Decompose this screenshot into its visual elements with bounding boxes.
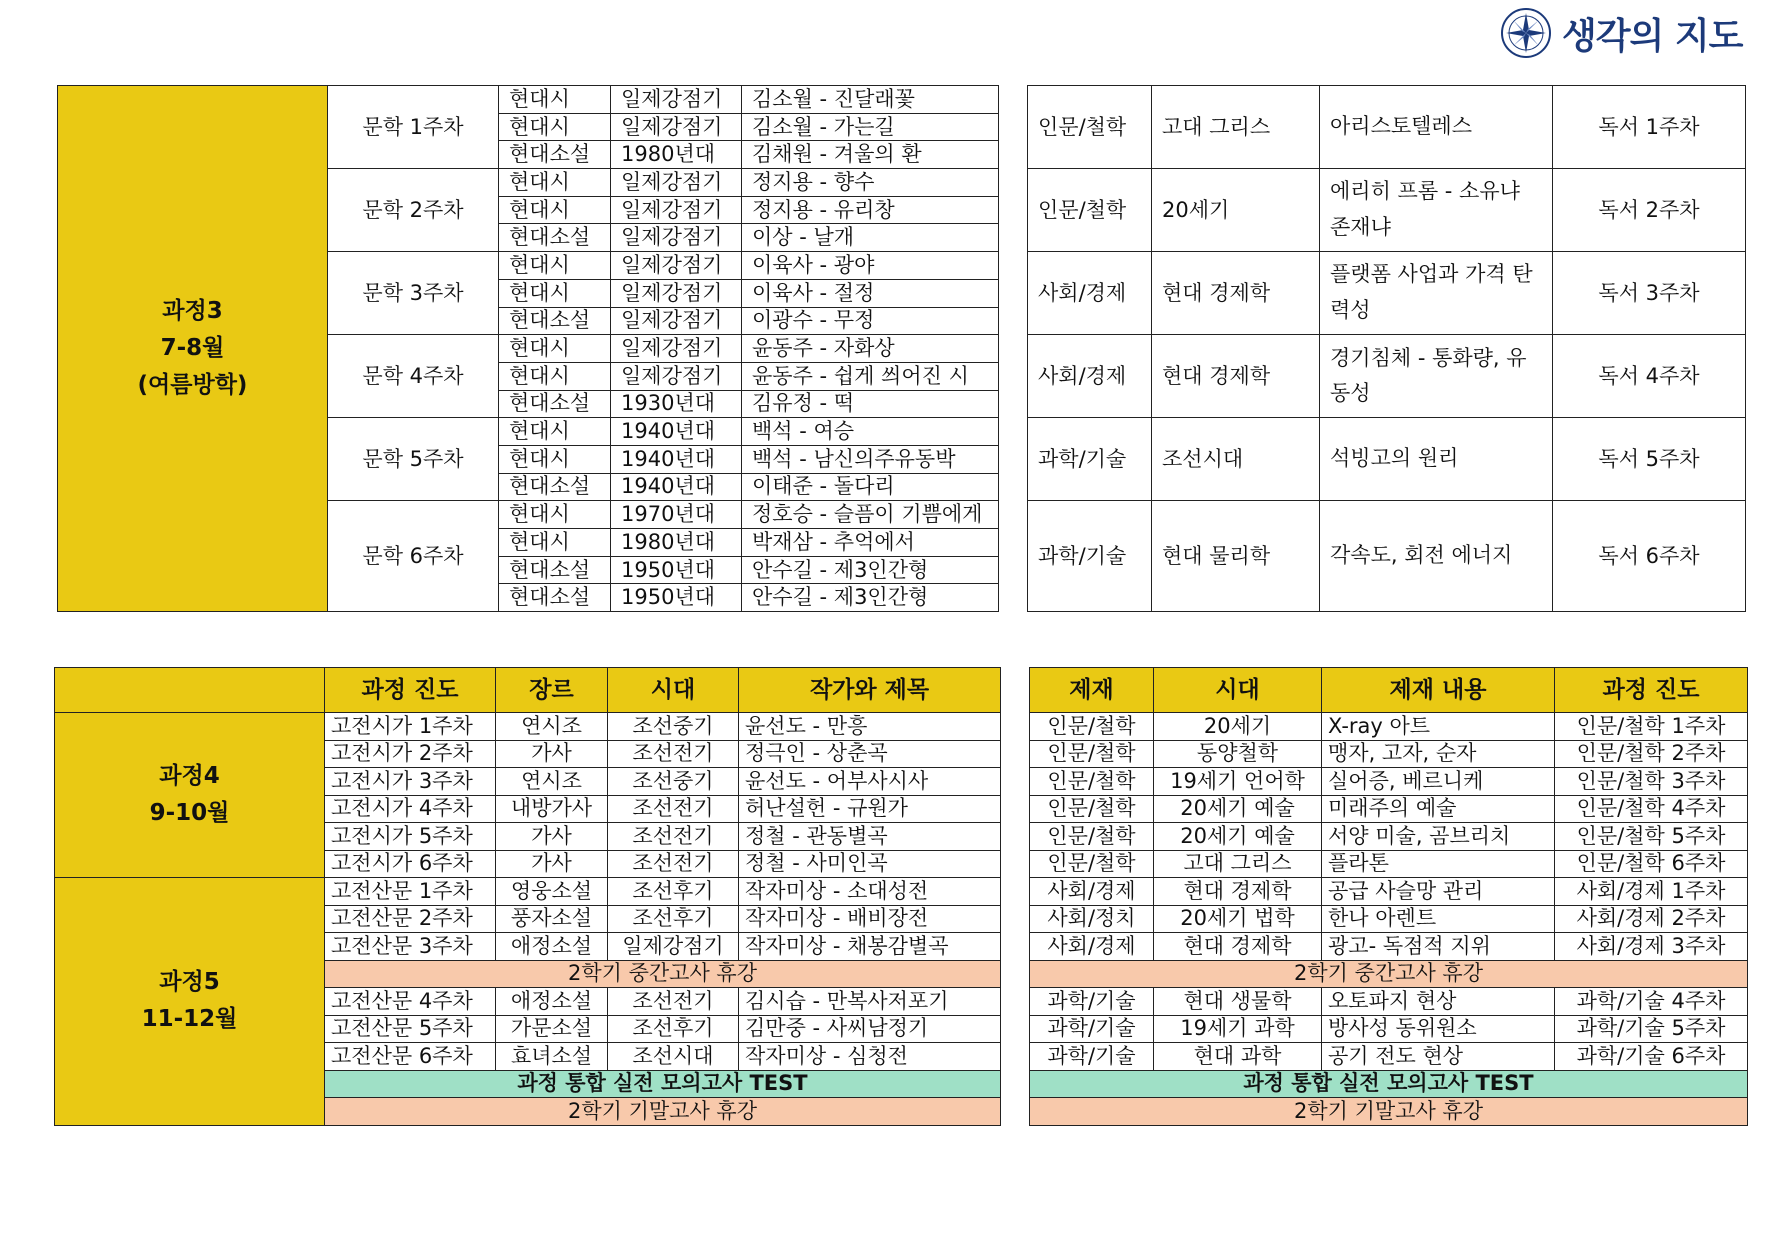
- column-gap: [999, 252, 1028, 335]
- subject-content-cell: 광고- 독점적 지위: [1322, 933, 1555, 961]
- column-gap: [1001, 713, 1030, 741]
- genre-cell: 현대소설: [499, 224, 611, 252]
- genre-cell: 연시조: [496, 713, 608, 741]
- era-cell: 1980년대: [611, 529, 742, 557]
- genre-cell: 현대시: [499, 113, 611, 141]
- column-gap: [1001, 1043, 1030, 1071]
- era-cell: 조선전기: [608, 795, 739, 823]
- subject-content-cell: 각속도, 회전 에너지: [1320, 501, 1553, 612]
- era-cell: 1950년대: [611, 584, 742, 612]
- subject-content-cell: 플랫폼 사업과 가격 탄력성: [1320, 252, 1553, 335]
- era-cell: 1940년대: [611, 445, 742, 473]
- genre-cell: 영웅소설: [496, 878, 608, 906]
- table-row: [58, 86, 1746, 114]
- course4-label-line: 9-10월: [149, 800, 230, 826]
- column-gap: [1001, 905, 1030, 933]
- midterm-break-left: 2학기 중간고사 휴강: [325, 960, 1001, 988]
- era-cell: 조선후기: [608, 878, 739, 906]
- subject-era-cell: 현대 물리학: [1152, 501, 1320, 612]
- subject-content-cell: 석빙고의 원리: [1320, 418, 1553, 501]
- genre-cell: 현대소설: [499, 473, 611, 501]
- subject-cell: 사회/정치: [1030, 905, 1154, 933]
- work-cell: 정극인 - 상춘곡: [739, 740, 1001, 768]
- era-cell: 1970년대: [611, 501, 742, 529]
- work-cell: 안수길 - 제3인간형: [742, 584, 999, 612]
- reading-week-cell: 독서 4주차: [1553, 335, 1746, 418]
- reading-progress-cell: 인문/철학 6주차: [1555, 850, 1748, 878]
- subject-content-cell: 공급 사슬망 관리: [1322, 878, 1555, 906]
- genre-cell: 현대시: [499, 196, 611, 224]
- subject-cell: 사회/경제: [1028, 335, 1152, 418]
- subject-cell: 과학/기술: [1028, 418, 1152, 501]
- era-cell: 조선시대: [608, 1043, 739, 1071]
- subject-content-cell: 에리히 프롬 - 소유냐 존재냐: [1320, 169, 1553, 252]
- era-cell: 1930년대: [611, 390, 742, 418]
- mock-test-left: 과정 통합 실전 모의고사 TEST: [325, 1070, 1001, 1098]
- work-cell: 정호승 - 슬픔이 기쁨에게: [742, 501, 999, 529]
- course4-label: [55, 713, 325, 878]
- subject-cell: 사회/경제: [1028, 252, 1152, 335]
- reading-progress-cell: 과학/기술 5주차: [1555, 1015, 1748, 1043]
- genre-cell: 현대소설: [499, 584, 611, 612]
- work-cell: 김채원 - 겨울의 환: [742, 141, 999, 169]
- course3-label-line: (여름방학): [137, 371, 248, 398]
- subject-content-cell: 서양 미술, 곰브리치: [1322, 823, 1555, 851]
- genre-cell: 가문소설: [496, 1015, 608, 1043]
- course3-label-line: 7-8월: [160, 335, 225, 362]
- subject-era-cell: 현대 생물학: [1154, 988, 1322, 1016]
- genre-cell: 현대시: [499, 252, 611, 280]
- header-era: 시대: [608, 668, 739, 713]
- week-label: 문학 4주차: [328, 335, 499, 418]
- work-cell: 허난설헌 - 규원가: [739, 795, 1001, 823]
- genre-cell: 애정소설: [496, 988, 608, 1016]
- column-gap: [1001, 795, 1030, 823]
- header-author-title: 작가와 제목: [739, 668, 1001, 713]
- subject-cell: 과학/기술: [1030, 1043, 1154, 1071]
- column-gap: [1001, 1070, 1030, 1098]
- column-gap: [1001, 768, 1030, 796]
- brand-logo: [1500, 6, 1742, 60]
- era-cell: 일제강점기: [611, 169, 742, 197]
- subject-era-cell: 19세기 언어학: [1154, 768, 1322, 796]
- column-gap: [1001, 668, 1030, 713]
- era-cell: 조선후기: [608, 1015, 739, 1043]
- reading-progress-cell: 사회/경제 1주차: [1555, 878, 1748, 906]
- final-break-right: 2학기 기말고사 휴강: [1030, 1098, 1748, 1126]
- course5-label-line: 과정5: [159, 969, 220, 996]
- progress-cell: 고전시가 6주차: [325, 850, 496, 878]
- reading-progress-cell: 인문/철학 3주차: [1555, 768, 1748, 796]
- column-gap: [1001, 878, 1030, 906]
- genre-cell: 현대소설: [499, 390, 611, 418]
- genre-cell: 가사: [496, 850, 608, 878]
- course4-label-line: 과정4: [159, 763, 220, 790]
- mock-test-right: 과정 통합 실전 모의고사 TEST: [1030, 1070, 1748, 1098]
- subject-cell: 사회/경제: [1030, 878, 1154, 906]
- genre-cell: 현대시: [499, 501, 611, 529]
- progress-cell: 고전산문 2주차: [325, 905, 496, 933]
- column-gap: [999, 335, 1028, 418]
- era-cell: 일제강점기: [611, 335, 742, 363]
- work-cell: 김시습 - 만복사저포기: [739, 988, 1001, 1016]
- table-row: [55, 878, 1748, 906]
- work-cell: 윤동주 - 쉽게 씌어진 시: [742, 362, 999, 390]
- subject-era-cell: 현대 경제학: [1152, 252, 1320, 335]
- subject-content-cell: 실어증, 베르니케: [1322, 768, 1555, 796]
- midterm-break-right: 2학기 중간고사 휴강: [1030, 960, 1748, 988]
- header-progress: 과정 진도: [325, 668, 496, 713]
- subject-cell: 인문/철학: [1028, 169, 1152, 252]
- era-cell: 일제강점기: [611, 224, 742, 252]
- work-cell: 이육사 - 절정: [742, 279, 999, 307]
- brand-name: 생각의 지도: [1562, 15, 1743, 57]
- reading-progress-cell: 과학/기술 6주차: [1555, 1043, 1748, 1071]
- subject-cell: 인문/철학: [1030, 740, 1154, 768]
- era-cell: 일제강점기: [611, 307, 742, 335]
- subject-content-cell: 아리스토텔레스: [1320, 86, 1553, 169]
- era-cell: 조선전기: [608, 988, 739, 1016]
- reading-progress-cell: 인문/철학 2주차: [1555, 740, 1748, 768]
- era-cell: 일제강점기: [611, 252, 742, 280]
- subject-content-cell: 맹자, 고자, 순자: [1322, 740, 1555, 768]
- work-cell: 김소월 - 가는길: [742, 113, 999, 141]
- column-gap: [1001, 823, 1030, 851]
- compass-emblem-icon: [1500, 7, 1552, 59]
- week-label: 문학 6주차: [328, 501, 499, 612]
- era-cell: 1940년대: [611, 473, 742, 501]
- subject-cell: 사회/경제: [1030, 933, 1154, 961]
- work-cell: 윤선도 - 만흥: [739, 713, 1001, 741]
- progress-cell: 고전시가 4주차: [325, 795, 496, 823]
- era-cell: 일제강점기: [608, 933, 739, 961]
- final-break-left: 2학기 기말고사 휴강: [325, 1098, 1001, 1126]
- work-cell: 작자미상 - 배비장전: [739, 905, 1001, 933]
- subject-era-cell: 20세기: [1152, 169, 1320, 252]
- genre-cell: 현대소설: [499, 556, 611, 584]
- progress-cell: 고전시가 2주차: [325, 740, 496, 768]
- reading-progress-cell: 인문/철학 5주차: [1555, 823, 1748, 851]
- course3-label-line: 과정3: [162, 298, 223, 325]
- genre-cell: 현대시: [499, 279, 611, 307]
- subject-era-cell: 현대 경제학: [1154, 933, 1322, 961]
- era-cell: 1980년대: [611, 141, 742, 169]
- progress-cell: 고전산문 3주차: [325, 933, 496, 961]
- subject-content-cell: 미래주의 예술: [1322, 795, 1555, 823]
- course5-label: [55, 878, 325, 1126]
- work-cell: 안수길 - 제3인간형: [742, 556, 999, 584]
- table-row: [55, 713, 1748, 741]
- subject-cell: 인문/철학: [1030, 713, 1154, 741]
- column-gap: [999, 86, 1028, 169]
- work-cell: 작자미상 - 소대성전: [739, 878, 1001, 906]
- reading-progress-cell: 인문/철학 1주차: [1555, 713, 1748, 741]
- header-empty-cell: [55, 668, 325, 713]
- subject-cell: 인문/철학: [1030, 768, 1154, 796]
- progress-cell: 고전산문 5주차: [325, 1015, 496, 1043]
- subject-cell: 인문/철학: [1030, 795, 1154, 823]
- work-cell: 정지용 - 유리창: [742, 196, 999, 224]
- genre-cell: 현대시: [499, 86, 611, 114]
- column-gap: [1001, 988, 1030, 1016]
- genre-cell: 풍자소설: [496, 905, 608, 933]
- header-genre: 장르: [496, 668, 608, 713]
- genre-cell: 현대시: [499, 418, 611, 446]
- table-header-row: [55, 668, 1748, 713]
- subject-content-cell: X-ray 아트: [1322, 713, 1555, 741]
- reading-week-cell: 독서 1주차: [1553, 86, 1746, 169]
- subject-era-cell: 20세기: [1154, 713, 1322, 741]
- era-cell: 1940년대: [611, 418, 742, 446]
- subject-era-cell: 고대 그리스: [1152, 86, 1320, 169]
- column-gap: [1001, 1098, 1030, 1126]
- subject-content-cell: 경기침체 - 통화량, 유동성: [1320, 335, 1553, 418]
- work-cell: 박재삼 - 추억에서: [742, 529, 999, 557]
- progress-cell: 고전산문 6주차: [325, 1043, 496, 1071]
- progress-cell: 고전산문 4주차: [325, 988, 496, 1016]
- header-reading-progress: 과정 진도: [1555, 668, 1748, 713]
- column-gap: [1001, 933, 1030, 961]
- progress-cell: 고전시가 3주차: [325, 768, 496, 796]
- work-cell: 이태준 - 돌다리: [742, 473, 999, 501]
- week-label: 문학 3주차: [328, 252, 499, 335]
- subject-era-cell: 20세기 예술: [1154, 823, 1322, 851]
- subject-era-cell: 현대 경제학: [1154, 878, 1322, 906]
- reading-week-cell: 독서 6주차: [1553, 501, 1746, 612]
- era-cell: 조선후기: [608, 905, 739, 933]
- reading-progress-cell: 인문/철학 4주차: [1555, 795, 1748, 823]
- work-cell: 정철 - 관동별곡: [739, 823, 1001, 851]
- era-cell: 일제강점기: [611, 86, 742, 114]
- course3-schedule-table: [57, 85, 1746, 612]
- course3-label: [58, 86, 328, 612]
- column-gap: [999, 501, 1028, 612]
- header-subject: 제재: [1030, 668, 1154, 713]
- subject-cell: 과학/기술: [1030, 988, 1154, 1016]
- genre-cell: 현대시: [499, 529, 611, 557]
- genre-cell: 효녀소설: [496, 1043, 608, 1071]
- subject-era-cell: 20세기 예술: [1154, 795, 1322, 823]
- subject-era-cell: 19세기 과학: [1154, 1015, 1322, 1043]
- subject-content-cell: 방사성 동위원소: [1322, 1015, 1555, 1043]
- subject-cell: 인문/철학: [1028, 86, 1152, 169]
- work-cell: 정지용 - 향수: [742, 169, 999, 197]
- work-cell: 백석 - 여승: [742, 418, 999, 446]
- genre-cell: 현대시: [499, 169, 611, 197]
- subject-content-cell: 한나 아렌트: [1322, 905, 1555, 933]
- reading-progress-cell: 사회/경제 2주차: [1555, 905, 1748, 933]
- subject-cell: 과학/기술: [1030, 1015, 1154, 1043]
- progress-cell: 고전시가 1주차: [325, 713, 496, 741]
- work-cell: 윤동주 - 자화상: [742, 335, 999, 363]
- column-gap: [1001, 1015, 1030, 1043]
- subject-cell: 인문/철학: [1030, 850, 1154, 878]
- column-gap: [1001, 850, 1030, 878]
- era-cell: 일제강점기: [611, 362, 742, 390]
- reading-week-cell: 독서 3주차: [1553, 252, 1746, 335]
- subject-era-cell: 현대 경제학: [1152, 335, 1320, 418]
- reading-week-cell: 독서 2주차: [1553, 169, 1746, 252]
- reading-week-cell: 독서 5주차: [1553, 418, 1746, 501]
- genre-cell: 애정소설: [496, 933, 608, 961]
- subject-content-cell: 오토파지 현상: [1322, 988, 1555, 1016]
- genre-cell: 현대소설: [499, 307, 611, 335]
- subject-content-cell: 플라톤: [1322, 850, 1555, 878]
- week-label: 문학 1주차: [328, 86, 499, 169]
- subject-content-cell: 공기 전도 현상: [1322, 1043, 1555, 1071]
- genre-cell: 현대소설: [499, 141, 611, 169]
- column-gap: [999, 169, 1028, 252]
- subject-cell: 과학/기술: [1028, 501, 1152, 612]
- work-cell: 김소월 - 진달래꽃: [742, 86, 999, 114]
- era-cell: 조선전기: [608, 823, 739, 851]
- column-gap: [1001, 960, 1030, 988]
- week-label: 문학 5주차: [328, 418, 499, 501]
- work-cell: 윤선도 - 어부사시사: [739, 768, 1001, 796]
- genre-cell: 현대시: [499, 362, 611, 390]
- genre-cell: 내방가사: [496, 795, 608, 823]
- week-label: 문학 2주차: [328, 169, 499, 252]
- subject-era-cell: 동양철학: [1154, 740, 1322, 768]
- subject-era-cell: 20세기 법학: [1154, 905, 1322, 933]
- era-cell: 조선전기: [608, 850, 739, 878]
- reading-progress-cell: 과학/기술 4주차: [1555, 988, 1748, 1016]
- era-cell: 일제강점기: [611, 113, 742, 141]
- work-cell: 김유정 - 떡: [742, 390, 999, 418]
- work-cell: 이육사 - 광야: [742, 252, 999, 280]
- era-cell: 조선중기: [608, 768, 739, 796]
- era-cell: 일제강점기: [611, 196, 742, 224]
- work-cell: 백석 - 남신의주유동박: [742, 445, 999, 473]
- genre-cell: 현대시: [499, 445, 611, 473]
- progress-cell: 고전산문 1주차: [325, 878, 496, 906]
- subject-era-cell: 고대 그리스: [1154, 850, 1322, 878]
- column-gap: [1001, 740, 1030, 768]
- era-cell: 일제강점기: [611, 279, 742, 307]
- era-cell: 조선전기: [608, 740, 739, 768]
- course4-5-schedule-table: [54, 667, 1748, 1126]
- era-cell: 1950년대: [611, 556, 742, 584]
- genre-cell: 가사: [496, 823, 608, 851]
- genre-cell: 현대시: [499, 335, 611, 363]
- reading-progress-cell: 사회/경제 3주차: [1555, 933, 1748, 961]
- course5-label-line: 11-12월: [141, 1006, 238, 1033]
- era-cell: 조선중기: [608, 713, 739, 741]
- work-cell: 이광수 - 무정: [742, 307, 999, 335]
- header-subject-content: 제재 내용: [1322, 668, 1555, 713]
- subject-era-cell: 조선시대: [1152, 418, 1320, 501]
- header-subject-era: 시대: [1154, 668, 1322, 713]
- work-cell: 작자미상 - 심청전: [739, 1043, 1001, 1071]
- progress-cell: 고전시가 5주차: [325, 823, 496, 851]
- work-cell: 정철 - 사미인곡: [739, 850, 1001, 878]
- subject-era-cell: 현대 과학: [1154, 1043, 1322, 1071]
- work-cell: 이상 - 날개: [742, 224, 999, 252]
- genre-cell: 연시조: [496, 768, 608, 796]
- genre-cell: 가사: [496, 740, 608, 768]
- column-gap: [999, 418, 1028, 501]
- work-cell: 김만중 - 사씨남정기: [739, 1015, 1001, 1043]
- subject-cell: 인문/철학: [1030, 823, 1154, 851]
- work-cell: 작자미상 - 채봉감별곡: [739, 933, 1001, 961]
